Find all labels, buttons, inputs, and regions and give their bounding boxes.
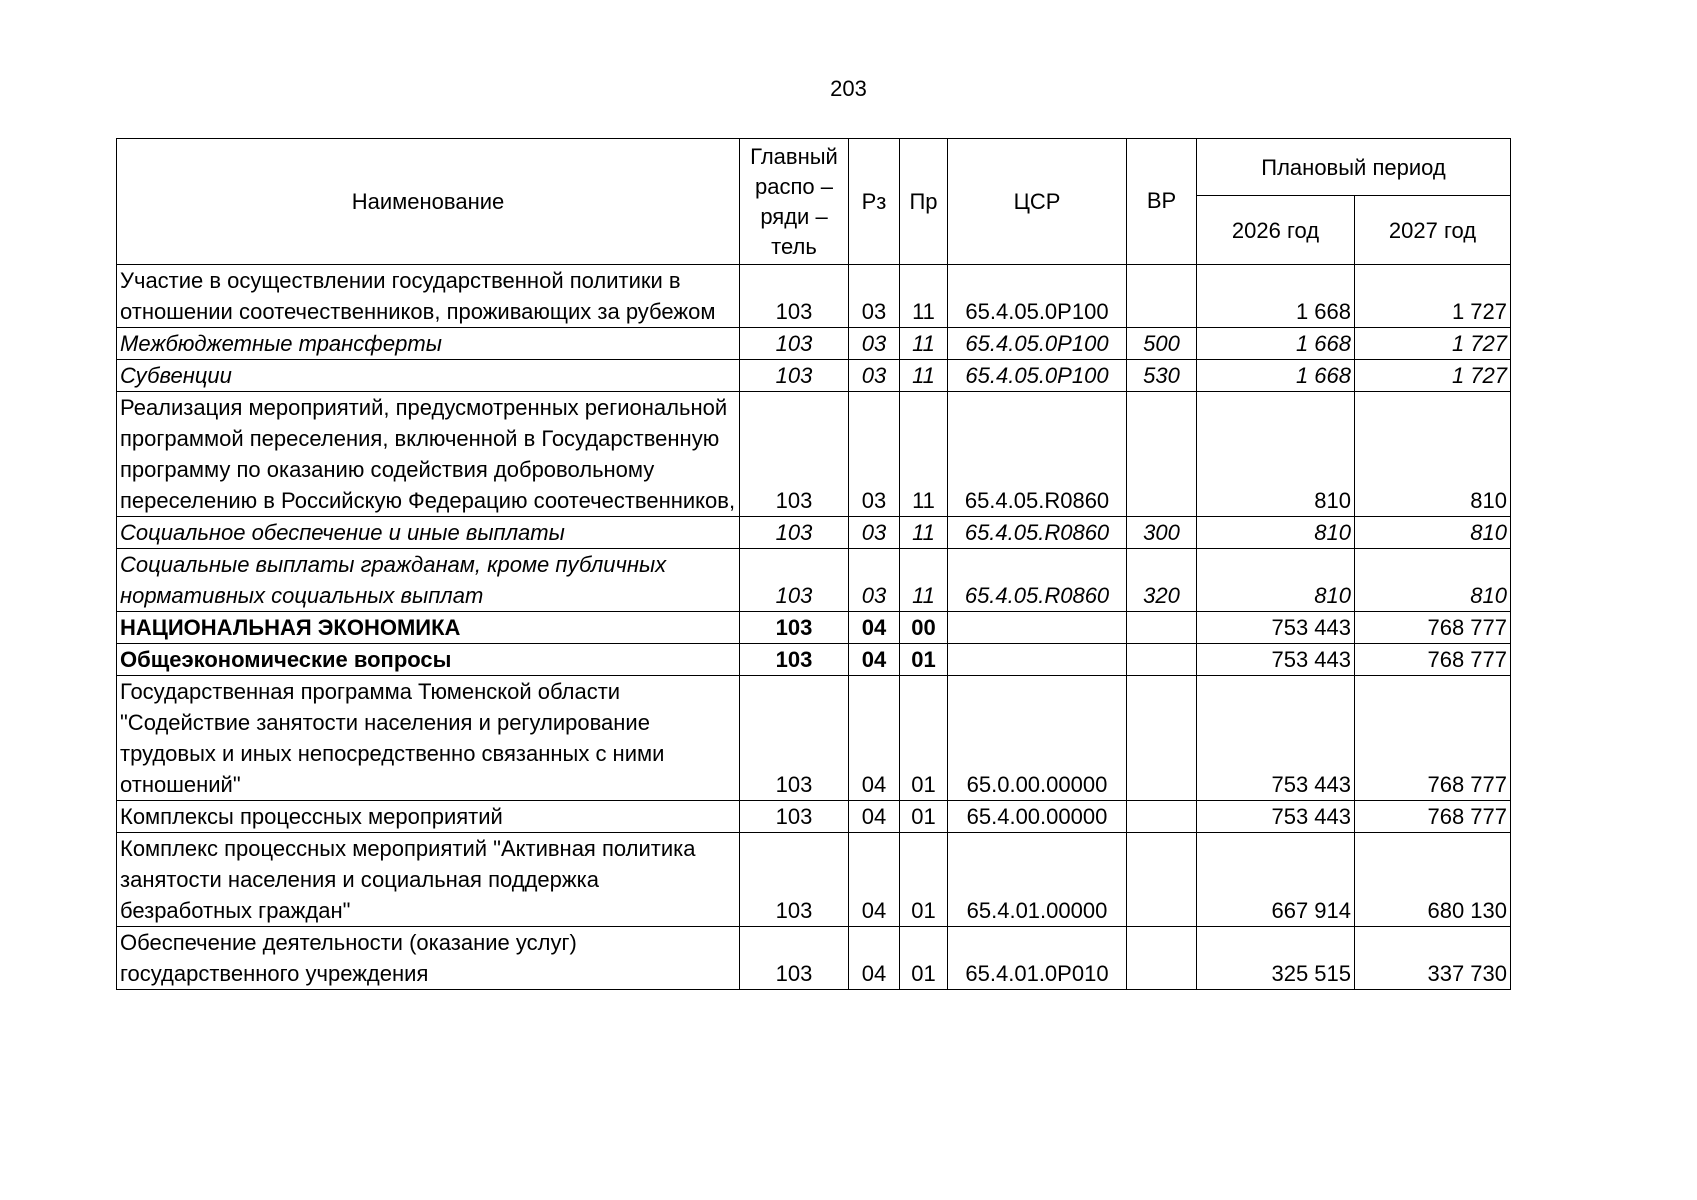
row-rz: 04 xyxy=(849,927,900,990)
row-csr: 65.4.05.R0860 xyxy=(948,517,1127,549)
row-pr: 11 xyxy=(900,265,948,328)
header-grs: Главный распо – ряди – тель xyxy=(740,139,849,265)
row-vr xyxy=(1127,392,1197,517)
row-2027: 810 xyxy=(1355,549,1511,612)
row-vr: 530 xyxy=(1127,360,1197,392)
row-2027: 810 xyxy=(1355,517,1511,549)
row-grs: 103 xyxy=(740,644,849,676)
row-2026: 1 668 xyxy=(1197,360,1355,392)
row-pr: 01 xyxy=(900,676,948,801)
header-vr: ВР xyxy=(1127,139,1197,265)
row-2026: 810 xyxy=(1197,517,1355,549)
row-pr: 01 xyxy=(900,644,948,676)
row-2027: 337 730 xyxy=(1355,927,1511,990)
row-2026: 810 xyxy=(1197,392,1355,517)
row-name: Субвенции xyxy=(117,360,740,392)
row-pr: 01 xyxy=(900,833,948,927)
row-pr: 11 xyxy=(900,360,948,392)
row-csr xyxy=(948,612,1127,644)
table-row xyxy=(117,392,1511,517)
row-grs: 103 xyxy=(740,612,849,644)
row-pr: 11 xyxy=(900,517,948,549)
row-2027: 680 130 xyxy=(1355,833,1511,927)
header-year-2027: 2027 год xyxy=(1355,196,1511,265)
row-csr: 65.4.05.0P100 xyxy=(948,265,1127,328)
header-rz: Рз xyxy=(849,139,900,265)
row-vr: 320 xyxy=(1127,549,1197,612)
row-rz: 03 xyxy=(849,360,900,392)
table-row xyxy=(117,833,1511,927)
table-row xyxy=(117,360,1511,392)
header-name: Наименование xyxy=(117,139,740,265)
row-rz: 03 xyxy=(849,392,900,517)
row-name: Комплексы процессных мероприятий xyxy=(117,801,740,833)
row-rz: 03 xyxy=(849,328,900,360)
row-2027: 768 777 xyxy=(1355,801,1511,833)
header-pr: Пр xyxy=(900,139,948,265)
row-vr xyxy=(1127,801,1197,833)
row-grs: 103 xyxy=(740,392,849,517)
row-vr xyxy=(1127,612,1197,644)
row-vr: 300 xyxy=(1127,517,1197,549)
table-row xyxy=(117,927,1511,990)
row-2027: 768 777 xyxy=(1355,676,1511,801)
row-vr xyxy=(1127,644,1197,676)
row-rz: 04 xyxy=(849,676,900,801)
row-name: Обеспечение деятельности (оказание услуг) государственного учреждения xyxy=(117,927,740,990)
row-pr: 11 xyxy=(900,328,948,360)
row-2026: 325 515 xyxy=(1197,927,1355,990)
row-pr: 00 xyxy=(900,612,948,644)
row-csr xyxy=(948,644,1127,676)
row-csr: 65.0.00.00000 xyxy=(948,676,1127,801)
row-pr: 01 xyxy=(900,801,948,833)
row-name: Государственная программа Тюменской области "Содействие занятости населения и регулирование трудовых и иных непосредственно связанных с ними отношений" xyxy=(117,676,740,801)
row-grs: 103 xyxy=(740,676,849,801)
row-csr: 65.4.05.R0860 xyxy=(948,549,1127,612)
row-2026: 810 xyxy=(1197,549,1355,612)
row-csr: 65.4.00.00000 xyxy=(948,801,1127,833)
row-name: Участие в осуществлении государственной политики в отношении соотечественников, проживающих за рубежом xyxy=(117,265,740,328)
row-grs: 103 xyxy=(740,927,849,990)
row-rz: 03 xyxy=(849,517,900,549)
header-planned-period: Плановый период xyxy=(1197,139,1511,196)
row-rz: 04 xyxy=(849,644,900,676)
row-2026: 1 668 xyxy=(1197,265,1355,328)
table-row xyxy=(117,328,1511,360)
row-pr: 11 xyxy=(900,392,948,517)
row-csr: 65.4.05.0P100 xyxy=(948,360,1127,392)
row-name: НАЦИОНАЛЬНАЯ ЭКОНОМИКА xyxy=(117,612,740,644)
table-row xyxy=(117,644,1511,676)
row-csr: 65.4.01.0P010 xyxy=(948,927,1127,990)
row-pr: 01 xyxy=(900,927,948,990)
row-2026: 753 443 xyxy=(1197,676,1355,801)
row-2027: 768 777 xyxy=(1355,612,1511,644)
row-csr: 65.4.05.R0860 xyxy=(948,392,1127,517)
table-row xyxy=(117,517,1511,549)
header-year-2026: 2026 год xyxy=(1197,196,1355,265)
table-row xyxy=(117,549,1511,612)
row-vr xyxy=(1127,676,1197,801)
row-name: Реализация мероприятий, предусмотренных региональной программой переселения, включенной в Государственную программу по оказанию содействия добровольному переселению в Российскую Федерацию соотечественников, xyxy=(117,392,740,517)
row-rz: 04 xyxy=(849,612,900,644)
row-vr xyxy=(1127,265,1197,328)
row-csr: 65.4.05.0P100 xyxy=(948,328,1127,360)
row-2027: 1 727 xyxy=(1355,265,1511,328)
row-name: Социальные выплаты гражданам, кроме публичных нормативных социальных выплат xyxy=(117,549,740,612)
header-csr: ЦСР xyxy=(948,139,1127,265)
row-2027: 768 777 xyxy=(1355,644,1511,676)
row-grs: 103 xyxy=(740,549,849,612)
row-rz: 04 xyxy=(849,833,900,927)
row-name: Общеэкономические вопросы xyxy=(117,644,740,676)
row-vr: 500 xyxy=(1127,328,1197,360)
table-row xyxy=(117,676,1511,801)
row-csr: 65.4.01.00000 xyxy=(948,833,1127,927)
header-row xyxy=(117,139,1511,196)
row-grs: 103 xyxy=(740,833,849,927)
row-grs: 103 xyxy=(740,517,849,549)
budget-table xyxy=(116,138,1511,990)
row-vr xyxy=(1127,833,1197,927)
row-2026: 667 914 xyxy=(1197,833,1355,927)
row-pr: 11 xyxy=(900,549,948,612)
row-name: Социальное обеспечение и иные выплаты xyxy=(117,517,740,549)
row-2026: 1 668 xyxy=(1197,328,1355,360)
table-row xyxy=(117,612,1511,644)
row-grs: 103 xyxy=(740,265,849,328)
row-2027: 810 xyxy=(1355,392,1511,517)
table-row xyxy=(117,265,1511,328)
row-2026: 753 443 xyxy=(1197,612,1355,644)
row-2027: 1 727 xyxy=(1355,360,1511,392)
row-rz: 03 xyxy=(849,265,900,328)
row-vr xyxy=(1127,927,1197,990)
row-grs: 103 xyxy=(740,360,849,392)
page-number: 203 xyxy=(830,76,867,101)
row-grs: 103 xyxy=(740,801,849,833)
row-2026: 753 443 xyxy=(1197,644,1355,676)
row-2026: 753 443 xyxy=(1197,801,1355,833)
row-name: Межбюджетные трансферты xyxy=(117,328,740,360)
row-rz: 04 xyxy=(849,801,900,833)
row-2027: 1 727 xyxy=(1355,328,1511,360)
row-grs: 103 xyxy=(740,328,849,360)
row-name: Комплекс процессных мероприятий "Активная политика занятости населения и социальная поддержка безработных граждан" xyxy=(117,833,740,927)
table-row xyxy=(117,801,1511,833)
row-rz: 03 xyxy=(849,549,900,612)
